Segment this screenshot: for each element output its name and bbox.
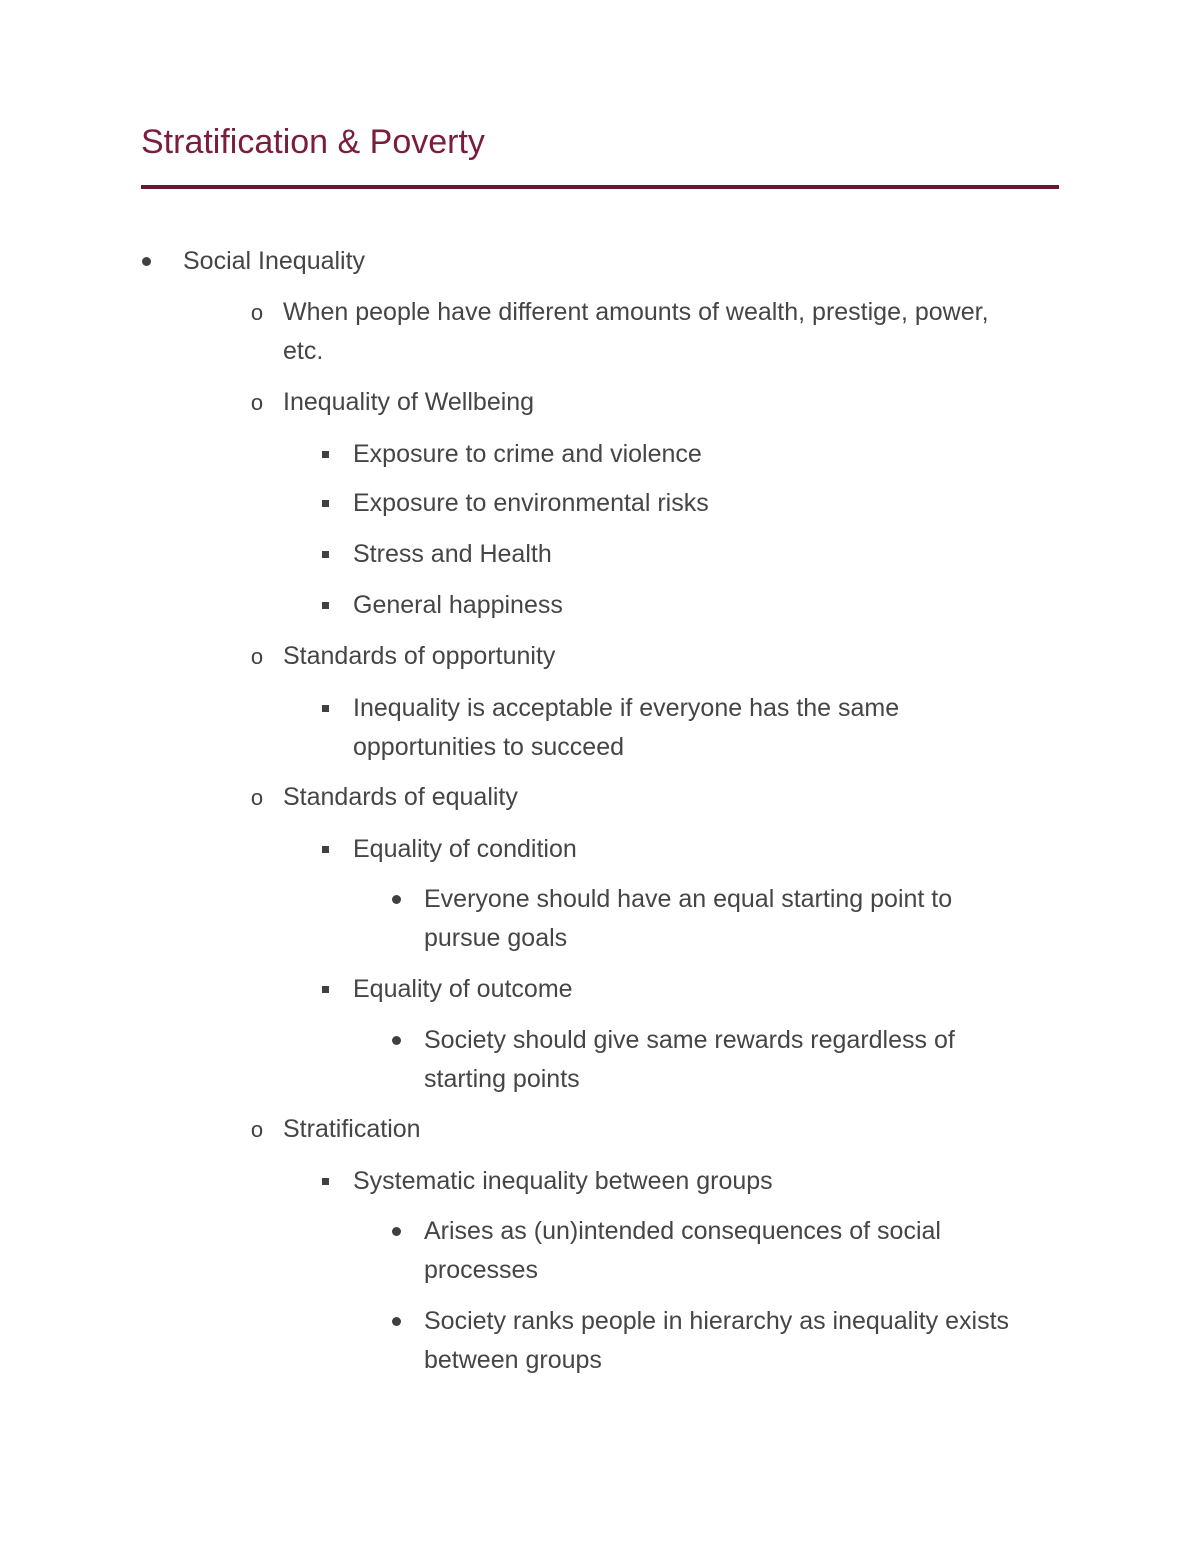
outline-item-level-2 [0,293,1200,371]
outline-item-level-4 [0,1302,1200,1380]
outline-item-text: Everyone should have an equal starting point to [424,885,953,913]
circle-bullet-icon: o [250,644,264,669]
circle-bullet-icon: o [250,300,264,325]
outline-item-text: Arises as (un)intended consequences of social [424,1217,941,1245]
square-bullet-icon [315,435,335,474]
outline-item-level-2 [0,637,1200,676]
outline-item-text: Inequality of Wellbeing [283,388,535,416]
outline-item-text: processes [424,1256,538,1284]
outline-item-level-3 [0,830,1200,869]
outline-item-text: Standards of equality [283,783,518,811]
outline-item-text: When people have different amounts of wealth, prestige, power, [283,298,989,326]
outline-item-text: Equality of condition [353,835,577,863]
outline-item-text: Stratification [283,1115,421,1143]
outline-item-text: starting points [424,1065,580,1093]
outline-item-text: opportunities to succeed [353,733,625,761]
outline-item-text: Exposure to crime and violence [353,440,702,468]
outline-item-text: Standards of opportunity [283,642,556,670]
bullet-icon [136,242,156,281]
outline-item-text: General happiness [353,591,563,619]
square-bullet-icon [315,830,335,869]
outline-item-text: Exposure to environmental risks [353,489,709,517]
outline-item-level-3 [0,689,1200,767]
outline-item-text: pursue goals [424,924,568,952]
outline-item-text: Society ranks people in hierarchy as inequality exists [424,1307,1010,1335]
outline-item-text: etc. [283,337,324,365]
square-bullet-icon [315,535,335,574]
outline-item-level-3 [0,1162,1200,1201]
square-bullet-icon [315,1162,335,1201]
outline-item-level-3 [0,970,1200,1009]
square-bullet-icon [315,484,335,523]
bullet-icon [386,1302,406,1341]
outline-item-level-3 [0,435,1200,474]
bullet-icon [386,880,406,919]
square-bullet-icon [315,586,335,625]
bullet-icon [386,1212,406,1251]
outline-item-level-2 [0,1110,1200,1149]
outline-item-level-2 [0,778,1200,817]
page-title: Stratification & Poverty [141,123,485,161]
outline-item-text: Social Inequality [183,247,366,275]
outline-item-text: Society should give same rewards regardless of [424,1026,955,1054]
circle-bullet-icon: o [250,390,264,415]
outline-item-level-4 [0,880,1200,958]
circle-bullet-icon: o [250,1117,264,1142]
outline-item-text: Inequality is acceptable if everyone has the same [353,694,900,722]
outline-item-text: between groups [424,1346,602,1374]
outline-item-text: Systematic inequality between groups [353,1167,773,1195]
outline-item-level-3 [0,484,1200,523]
title-divider [141,185,1059,189]
square-bullet-icon [315,970,335,1009]
outline-item-level-4 [0,1212,1200,1290]
outline-item-text: Equality of outcome [353,975,573,1003]
bullet-icon [386,1021,406,1060]
outline-item-level-1 [0,242,1200,281]
outline-item-level-2 [0,383,1200,422]
outline-item-level-4 [0,1021,1200,1099]
outline-item-level-3 [0,586,1200,625]
outline-item-text: Stress and Health [353,540,552,568]
square-bullet-icon [315,689,335,728]
outline-item-level-3 [0,535,1200,574]
circle-bullet-icon: o [250,785,264,810]
